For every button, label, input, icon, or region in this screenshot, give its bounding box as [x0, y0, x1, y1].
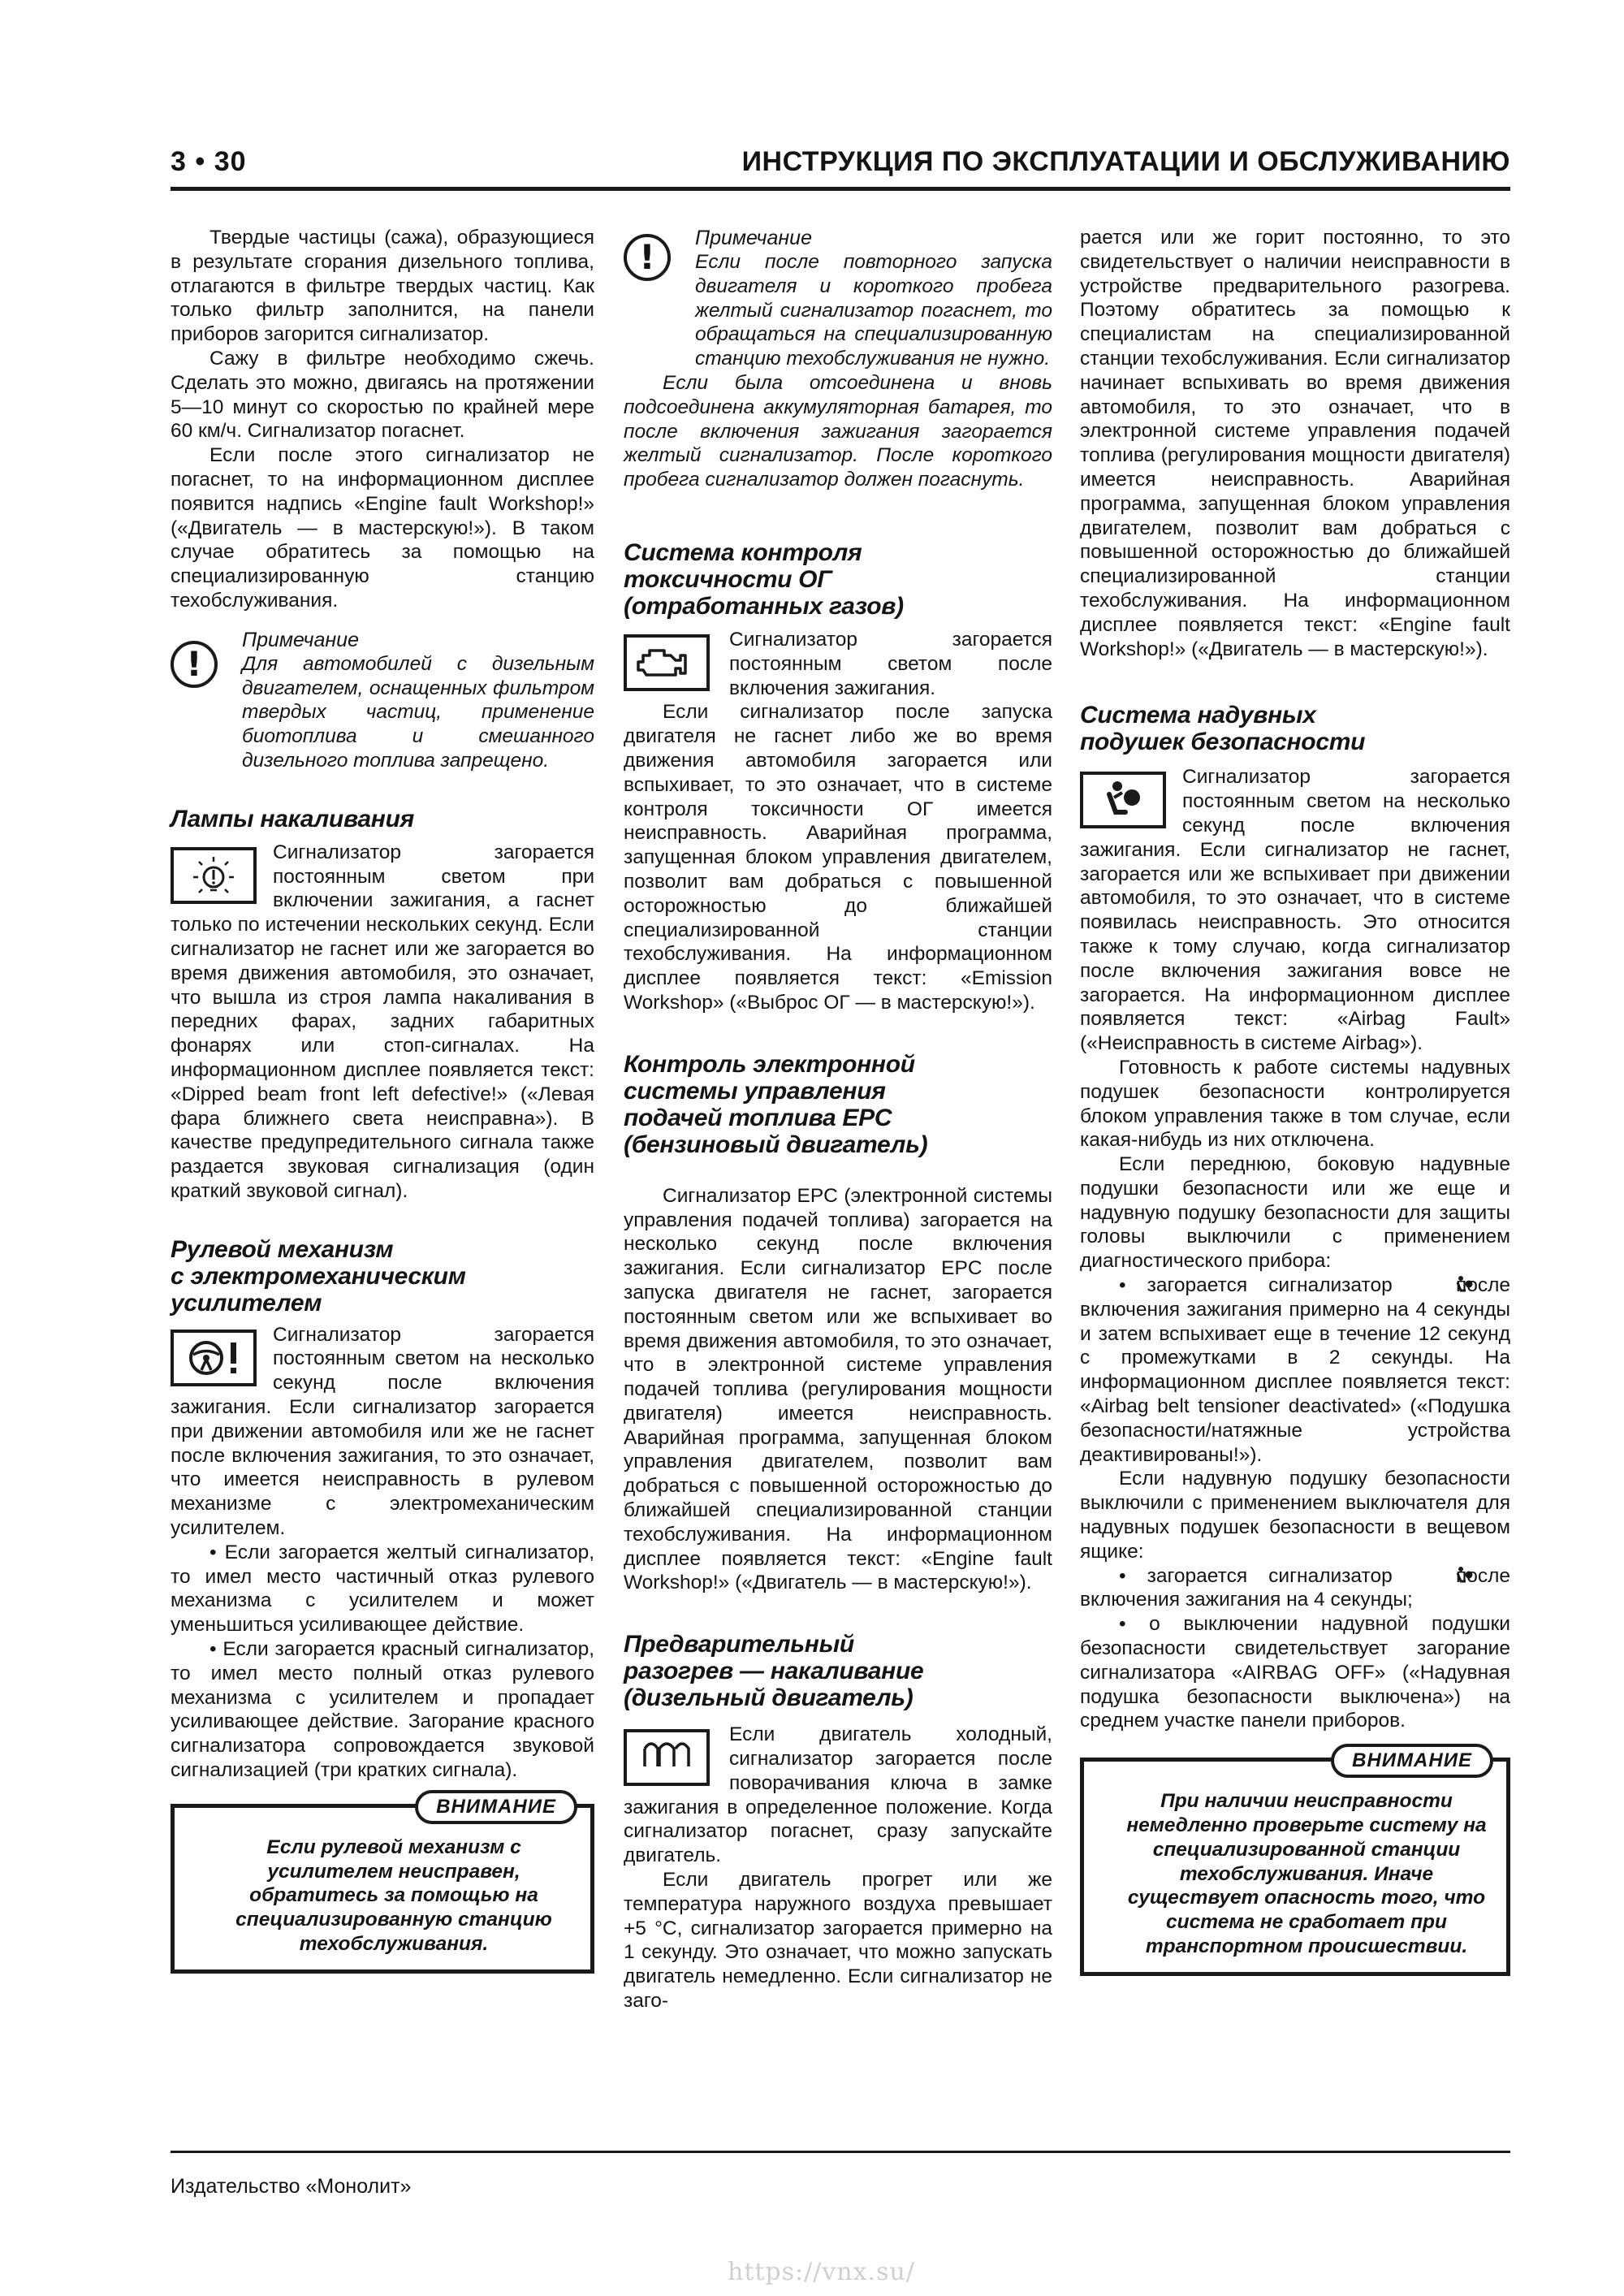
warning-box-steering	[171, 1795, 594, 1974]
title-line: токсичности ОГ	[624, 565, 832, 593]
bullet-text: после включения зажигания примерно на 4 секунды и затем вспыхивает еще в течение 12 секунд с промежутками в 2 секунды. На информационном дисплее появляется текст: «Airbag belt tensioner deactivated» («Подушка безопасности/натяжные устройства деактивированы!»).	[1080, 1274, 1511, 1466]
column-right	[1080, 226, 1510, 1976]
paragraph: Если двигатель холодный, сигнализатор загорается после поворачивания ключа в замке зажигания в определенное положение. Когда сигнализатор погаснет, сразу запускайте двигатель.	[624, 1723, 1052, 1867]
title-line: усилителем	[171, 1289, 322, 1317]
note-text: Если после повторного запуска двигателя и короткого пробега желтый сигнализатор погаснет, то обращаться на специализированную станцию техобслуживания не нужно.	[695, 251, 1052, 370]
section-title-glow-plug	[624, 1631, 1052, 1711]
title-line: с электромеханическим	[171, 1262, 466, 1290]
bullet-item: • Если загорается красный сигнализатор, то имел место полный отказ рулевого механизма с усилителем и пропадает усиливающее действие. Загорание красного сигнализатора сопровождается звуковой сигнализацией (три кратких сигнала).	[171, 1638, 594, 1782]
section-title-airbag	[1080, 702, 1510, 755]
paragraph: Сигнализатор загорается постоянным светом при включении зажигания, а гаснет только по истечении нескольких секунд. Если сигнализатор не гаснет или же загорается во время движения автомобиля, это означает, что вышла из строя лампа накаливания в передних фарах, задних габаритных фонарях или стоп-сигналах. На информационном дисплее появляется текст: «Dipped beam front left defective!» («Левая фара ближнего света неисправна»). В качестве предупредительного сигнала также раздается звуковая сигнализация (один краткий звуковой сигнал).	[171, 841, 594, 1202]
airbag-small-icon	[1414, 1275, 1435, 1295]
note-title: Примечание	[242, 628, 359, 651]
warning-label: ВНИМАНИЕ	[415, 1790, 577, 1824]
title-line: Рулевой механизм	[171, 1235, 394, 1263]
paragraph: рается или же горит постоянно, то это свидетельствует о наличии неисправности в устройстве предварительного разогрева. Поэтому обратитесь за помощью к специалистам на специализированной станции техобслуживания. Если сигнализатор начинает вспыхивать во время движения автомобиля, то это означает, что в электронной системе управления подачей топлива (регулирования мощности двигателя) имеется неисправность. Аварийная программа, запущенная блоком управления двигателем, позволит вам добраться с повышенной осторожностью до ближайшей специализированной станции техобслуживания. На информационном дисплее появляется текст: «Engine fault Workshop!» («Двигатель — в мастерскую!»).	[1080, 227, 1510, 660]
footer-rule	[171, 2151, 1510, 2153]
note-text: Если была отсоединена и вновь подсоединена аккумуляторная батарея, то после включения зажигания загорается желтый сигнализатор. После короткого пробега сигнализатор должен погаснуть.	[624, 371, 1052, 491]
title-line: системы управления	[624, 1077, 886, 1105]
warning-box-airbag	[1080, 1749, 1510, 1976]
title-line: Система контроля	[624, 538, 862, 566]
bulb-failure-icon	[171, 847, 257, 904]
title-line: разогрев — накаливание	[624, 1658, 924, 1685]
bullet-text: • загорается сигнализатор	[1119, 1274, 1393, 1297]
bullet-item: • о выключении надувной подушки безопасности свидетельствует загорание сигнализатора «AIRBAG OFF» («Надувная подушка безопасности выключена») на среднем участке панели приборов.	[1080, 1613, 1510, 1732]
title-line: Контроль электронной	[624, 1050, 915, 1078]
note-diesel-fuel	[171, 628, 594, 773]
title-line: (бензиновый двигатель)	[624, 1131, 928, 1158]
title-line: подушек безопасности	[1080, 729, 1366, 756]
header-rule	[171, 187, 1510, 191]
paragraph: Сигнализатор загорается постоянным светом на несколько секунд после включения зажигания. Если сигнализатор не гаснет, загорается или же вспыхивает при движении автомобиля, то это означает, что в системе появилась неисправность. Это относится также к тому случаю, когда сигнализатор после включения зажигания вовсе не загорается. На информационном дисплее появляется текст: «Airbag Fault» («Неисправность в системе Airbag»).	[1080, 766, 1510, 1055]
title-line: (дизельный двигатель)	[624, 1684, 914, 1712]
engine-check-icon	[624, 634, 710, 691]
bullet-item	[1080, 1564, 1510, 1613]
title-line: Предварительный	[624, 1631, 854, 1658]
paragraph: Сажу в фильтре необходимо сжечь. Сделать это можно, двигаясь на протяжении 5—10 минут со скоростью по крайней мере 60 км/ч. Сигнализатор погаснет.	[171, 347, 594, 443]
note-battery	[624, 226, 1052, 492]
section-title-emission	[624, 539, 1052, 620]
section-title-steering	[171, 1236, 594, 1317]
paragraph: Если переднюю, боковую надувные подушки безопасности или же еще и надувную подушку безопасности для защиты головы выключили с применением диагностического прибора:	[1080, 1153, 1510, 1273]
paragraph: Сигнализатор загорается постоянным светом на несколько секунд после включения зажигания. Если сигнализатор загорается при движении автомобиля или же не гаснет после включения зажигания, то это означает, что имеется неисправность в рулевом механизме с электромеханическим усилителем.	[171, 1323, 594, 1540]
column-left	[171, 226, 594, 1974]
watermark: https://vnx.su/	[728, 2258, 915, 2286]
warning-text: При наличии неисправности немедленно проверьте систему на специализированной станции техобслуживания. Иначе существует опасность того, что система не сработает при транспортном происшествии.	[1126, 1790, 1487, 1957]
section-title-epc	[624, 1051, 1052, 1158]
bullet-text: после включения зажигания на 4 секунды;	[1080, 1564, 1511, 1611]
title-line: подачей топлива EPC	[624, 1104, 892, 1131]
paragraph: Сигнализатор загорается постоянным светом после включения зажигания.	[729, 628, 1052, 699]
page-title: ИНСТРУКЦИЯ ПО ЭКСПЛУАТАЦИИ И ОБСЛУЖИВАНИЮ	[741, 146, 1510, 177]
exclamation-icon: !	[171, 641, 218, 688]
paragraph: Твердые частицы (сажа), образующиеся в результате сгорания дизельного топлива, отлагаются в фильтре твердых частиц. Как только фильтр заполнится, на панели приборов загорится сигнализатор.	[171, 227, 594, 346]
bullet-item: • Если загорается желтый сигнализатор, то имел место частичный отказ рулевого механизма с усилителем и может уменьшиться усиливающее действие.	[171, 1541, 594, 1637]
column-middle	[624, 226, 1052, 2013]
airbag-warning-icon	[1080, 772, 1166, 828]
bullet-item	[1080, 1273, 1510, 1467]
bullet-text: • загорается сигнализатор	[1119, 1564, 1393, 1587]
warning-text: Если рулевой механизм с усилителем неисправен, обратитесь за помощью на специализированную станцию техобслуживания.	[235, 1836, 552, 1956]
steering-warning-icon	[171, 1330, 257, 1386]
note-title: Примечание	[695, 227, 812, 249]
section-title-lamps: Лампы накаливания	[171, 805, 414, 832]
paragraph: Если после этого сигнализатор не погаснет, то на информационном дисплее появится надпись «Engine fault Workshop!» («Двигатель — в мастерскую!»). В таком случае обратитесь за помощью на специализированную станцию техобслуживания.	[171, 444, 594, 612]
paragraph: Сигнализатор EPC (электронной системы управления подачей топлива) загорается на несколько секунд после включения зажигания. Если сигнализатор EPC после запуска двигателя не гаснет, загорается постоянным светом или же вспыхивает во время движения автомобиля, то это означает, что в электронной системе управления подачей топлива (регулирования мощности двигателя) имеется неисправность. Аварийная программа, запущенная блоком управления двигателем, позволит вам добраться с повышенной осторожностью до ближайшей специализированной станции техобслуживания. На информационном дисплее появляется текст: «Engine fault Workshop!» («Двигатель — в мастерскую!»).	[624, 1184, 1052, 1594]
note-text: Для автомобилей с дизельным двигателем, оснащенных фильтром твердых частиц, применение биотоплива и смешанного дизельного топлива запрещено.	[242, 652, 594, 772]
warning-label: ВНИМАНИЕ	[1331, 1744, 1493, 1778]
publisher: Издательство «Монолит»	[171, 2175, 412, 2198]
paragraph: Если сигнализатор после запуска двигателя не гаснет либо же во время движения автомобиля загорается или вспыхивает, то это означает, что в системе контроля токсичности ОГ имеется неисправность. Аварийная программа, запущенная блоком управления двигателем, позволит вам добраться с повышенной осторожностью до ближайшей специализированной станции техобслуживания. На информационном дисплее появляется текст: «Emission Workshop» («Выброс ОГ — в мастерскую!»).	[624, 701, 1052, 1014]
glow-plug-icon	[624, 1729, 710, 1786]
page-header	[171, 146, 1510, 187]
paragraph: Готовность к работе системы надувных подушек безопасности контролируется блоком управления также в том случае, если какая-нибудь из них отключена.	[1080, 1056, 1510, 1152]
exclamation-icon: !	[624, 234, 671, 281]
title-line: Система надувных	[1080, 702, 1316, 729]
airbag-small-icon	[1414, 1566, 1435, 1585]
paragraph: Если надувную подушку безопасности выключили с применением выключателя для надувных подушек безопасности в вещевом ящике:	[1080, 1468, 1510, 1563]
title-line: (отработанных газов)	[624, 592, 904, 620]
paragraph: Если двигатель прогрет или же температура наружного воздуха превышает +5 °С, сигнализатор загорается примерно на 1 секунду. Это означает, что можно запускать двигатель немедленно. Если сигнализатор не заго-	[624, 1869, 1052, 2013]
page-number: 3 • 30	[171, 146, 247, 177]
